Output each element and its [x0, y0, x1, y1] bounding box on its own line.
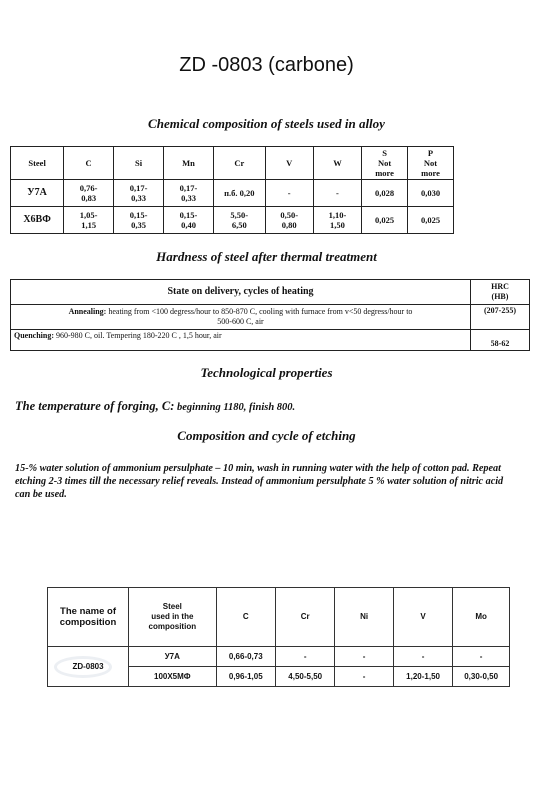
composition-name-text: ZD-0803: [72, 661, 104, 671]
header-cr: Cr: [275, 588, 334, 647]
header-steel: Steel: [11, 147, 64, 180]
table-row: [11, 180, 454, 207]
value-ni: -: [335, 667, 393, 687]
header-state: State on delivery, cycles of heating: [11, 280, 471, 305]
header-name-line: The name of: [60, 606, 116, 617]
annealing-value: (207-255): [471, 305, 530, 330]
value-mn: 0,15- 0,40: [164, 207, 214, 234]
value-cr: -: [275, 647, 334, 667]
header-steel: [129, 588, 217, 647]
header-steel-line: Steel: [162, 602, 182, 611]
value-ni: -: [335, 647, 393, 667]
header-s-line: more: [375, 168, 394, 178]
value-c: 0,76- 0,83: [64, 180, 114, 207]
quenching-description: [11, 330, 471, 351]
header-s: [362, 147, 408, 180]
annealing-description: [11, 305, 471, 330]
value-mo: -: [453, 647, 510, 667]
value-cr: 4,50-5,50: [275, 667, 334, 687]
page-title: ZD -0803 (carbone): [179, 54, 354, 76]
header-hrc-line: HRC: [491, 282, 509, 291]
header-c: C: [64, 147, 114, 180]
header-p-line: P: [427, 148, 434, 158]
steel-name: У7А: [11, 180, 64, 207]
value-s: 0,028: [362, 180, 408, 207]
value-s: 0,025: [362, 207, 408, 234]
header-steel-line: composition: [148, 622, 197, 631]
table-header-row: [11, 280, 530, 305]
table-header-row: [11, 147, 454, 180]
header-steel-line: used in the: [151, 612, 194, 621]
chemical-composition-heading: Chemical composition of steels used in alloy: [148, 116, 385, 131]
header-s-line: Not: [377, 158, 392, 168]
value-cr: 5,50- 6,50: [213, 207, 265, 234]
value-w: 1,10- 1,50: [313, 207, 361, 234]
table-header-row: [48, 588, 510, 647]
header-hrc-line: (HB): [491, 292, 509, 301]
hardness-table: [10, 279, 530, 351]
header-ni: Ni: [335, 588, 393, 647]
steel-name: Х6ВФ: [11, 207, 64, 234]
header-name: [48, 588, 129, 647]
value-cr: п.б. 0,20: [213, 180, 265, 207]
header-hrc: [471, 280, 530, 305]
table-row: [11, 305, 530, 330]
header-p-line: Not: [423, 158, 438, 168]
chemical-composition-table: [10, 146, 454, 234]
header-mn: Mn: [164, 147, 214, 180]
value-w: -: [313, 180, 361, 207]
header-name-line: composition: [59, 617, 117, 628]
quenching-value: 58-62: [471, 330, 530, 351]
header-cr: Cr: [213, 147, 265, 180]
composition-table: [47, 587, 510, 687]
value-v: 0,50- 0,80: [265, 207, 313, 234]
steel-name: У7А: [129, 647, 217, 667]
forging-label: The temperature of forging, C:: [15, 399, 175, 413]
value-si: 0,15- 0,35: [114, 207, 164, 234]
table-row: [11, 207, 454, 234]
quenching-label: Quenching:: [14, 331, 55, 340]
etching-heading: Composition and cycle of etching: [177, 428, 356, 443]
value-mo: 0,30-0,50: [453, 667, 510, 687]
annealing-text: heating from <100 degress/hour to 850-870 C, cooling with furnace from v<50 degress/hour to: [106, 307, 413, 316]
forging-value: beginning 1180, finish 800.: [174, 402, 296, 413]
table-row: [11, 330, 530, 351]
composition-name: [48, 647, 129, 687]
value-c: 0,96-1,05: [216, 667, 275, 687]
header-s-line: S: [382, 148, 387, 158]
header-v: V: [265, 147, 313, 180]
value-si: 0,17- 0,33: [114, 180, 164, 207]
header-w: W: [313, 147, 361, 180]
quenching-text: 960-980 C, oil. Tempering 180-220 C , 1,5 hour, air: [54, 331, 222, 340]
header-c: C: [216, 588, 275, 647]
header-p: [408, 147, 454, 180]
steel-name: 100Х5МФ: [129, 667, 217, 687]
header-p-line: more: [421, 168, 440, 178]
value-c: 1,05- 1,15: [64, 207, 114, 234]
value-v: -: [265, 180, 313, 207]
annealing-label: Annealing:: [68, 307, 107, 316]
value-p: 0,030: [408, 180, 454, 207]
table-row: [48, 647, 510, 667]
etching-paragraph: 15-% water solution of ammonium persulphate – 10 min, wash in running water with the help of cotton pad. Repeat etching 2-3 times till the necessary relief reveals. Instead of ammonium persulphate 5 % water solution of nitric acid can be used.: [15, 463, 504, 500]
header-mo: Mo: [453, 588, 510, 647]
hardness-heading: Hardness of steel after thermal treatment: [156, 249, 377, 264]
value-c: 0,66-0,73: [216, 647, 275, 667]
forging-temperature: [15, 399, 295, 414]
header-si: Si: [114, 147, 164, 180]
value-p: 0,025: [408, 207, 454, 234]
annealing-text-cont: 500-600 C, air: [217, 317, 264, 326]
technological-heading: Technological properties: [200, 365, 333, 380]
value-v: 1,20-1,50: [393, 667, 452, 687]
value-v: -: [393, 647, 452, 667]
header-v: V: [393, 588, 452, 647]
value-mn: 0,17- 0,33: [164, 180, 214, 207]
